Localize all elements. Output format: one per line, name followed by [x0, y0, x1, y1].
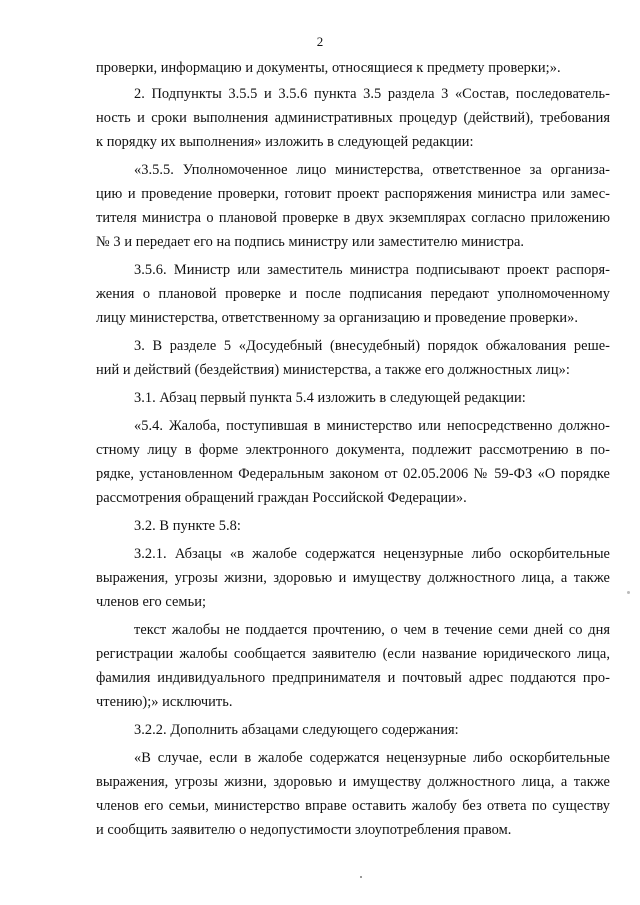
scan-speck — [360, 876, 362, 878]
text-line: выражения, угрозы жизни, здоровью и имуществу должностного лица, а также — [96, 774, 610, 790]
text-line: «3.5.5. Уполномоченное лицо министерства, ответственное за организа- — [134, 162, 610, 178]
text-line: тителя министра о плановой проверке в двух экземплярах согласно приложению — [96, 210, 610, 226]
text-line: выражения, угрозы жизни, здоровью и имуществу должностного лица, а также — [96, 570, 610, 586]
text-line: членов его семьи; — [96, 594, 206, 610]
text-line: «В случае, если в жалобе содержатся нецензурные либо оскорбительные — [134, 750, 610, 766]
text-line: 2. Подпункты 3.5.5 и 3.5.6 пункта 3.5 раздела 3 «Состав, последователь- — [134, 86, 610, 102]
text-line: лицу министерства, ответственному за организацию и проведение проверки». — [96, 310, 579, 326]
scan-speck — [627, 591, 630, 594]
document-body — [96, 59, 610, 839]
text-line: к порядку их выполнения» изложить в следующей редакции: — [96, 134, 474, 150]
text-line: и сообщить заявителю о недопустимости злоупотребления правом. — [96, 822, 512, 838]
text-line: жения о плановой проверке и после подписания передают уполномоченному — [96, 286, 610, 302]
text-line: членов его семьи, министерство вправе оставить жалобу без ответа по существу — [96, 798, 610, 814]
text-line: стному лицу в форме электронного документа, подлежит рассмотрению в по- — [96, 442, 610, 458]
text-line: 3.2.2. Дополнить абзацами следующего содержания: — [134, 722, 459, 738]
text-line: «5.4. Жалоба, поступившая в министерство или непосредственно должно- — [134, 418, 610, 434]
text-line: рядке, установленном Федеральным законом от 02.05.2006 № 59-ФЗ «О порядке — [96, 466, 610, 482]
text-line: 3.5.6. Министр или заместитель министра подписывают проект распоря- — [134, 262, 610, 278]
text-line: 3.2. В пункте 5.8: — [134, 518, 241, 534]
text-line: ность и сроки выполнения административных процедур (действий), требования — [96, 110, 610, 126]
text-line: проверки, информацию и документы, относящиеся к предмету проверки;». — [96, 60, 561, 76]
text-line: регистрации жалобы сообщается заявителю (если название юридического лица, — [96, 646, 610, 662]
text-line: цию и проведение проверки, готовит проект распоряжения министра или замес- — [96, 186, 610, 202]
page-number: 2 — [316, 34, 324, 49]
text-line: 3.1. Абзац первый пункта 5.4 изложить в следующей редакции: — [134, 390, 526, 406]
text-line: чтению);» исключить. — [96, 694, 233, 710]
text-line: ний и действий (бездействия) министерства, а также его должностных лиц»: — [96, 362, 570, 378]
text-line: текст жалобы не поддается прочтению, о чем в течение семи дней со дня — [134, 622, 610, 638]
text-line: рассмотрения обращений граждан Российской Федерации». — [96, 490, 467, 506]
text-line: фамилия индивидуального предпринимателя и почтовый адрес поддаются про- — [96, 670, 610, 686]
text-line: 3.2.1. Абзацы «в жалобе содержатся нецензурные либо оскорбительные — [134, 546, 610, 562]
text-line: 3. В разделе 5 «Досудебный (внесудебный) порядок обжалования реше- — [134, 338, 610, 354]
text-line: № 3 и передает его на подпись министру или заместителю министра. — [96, 234, 525, 250]
